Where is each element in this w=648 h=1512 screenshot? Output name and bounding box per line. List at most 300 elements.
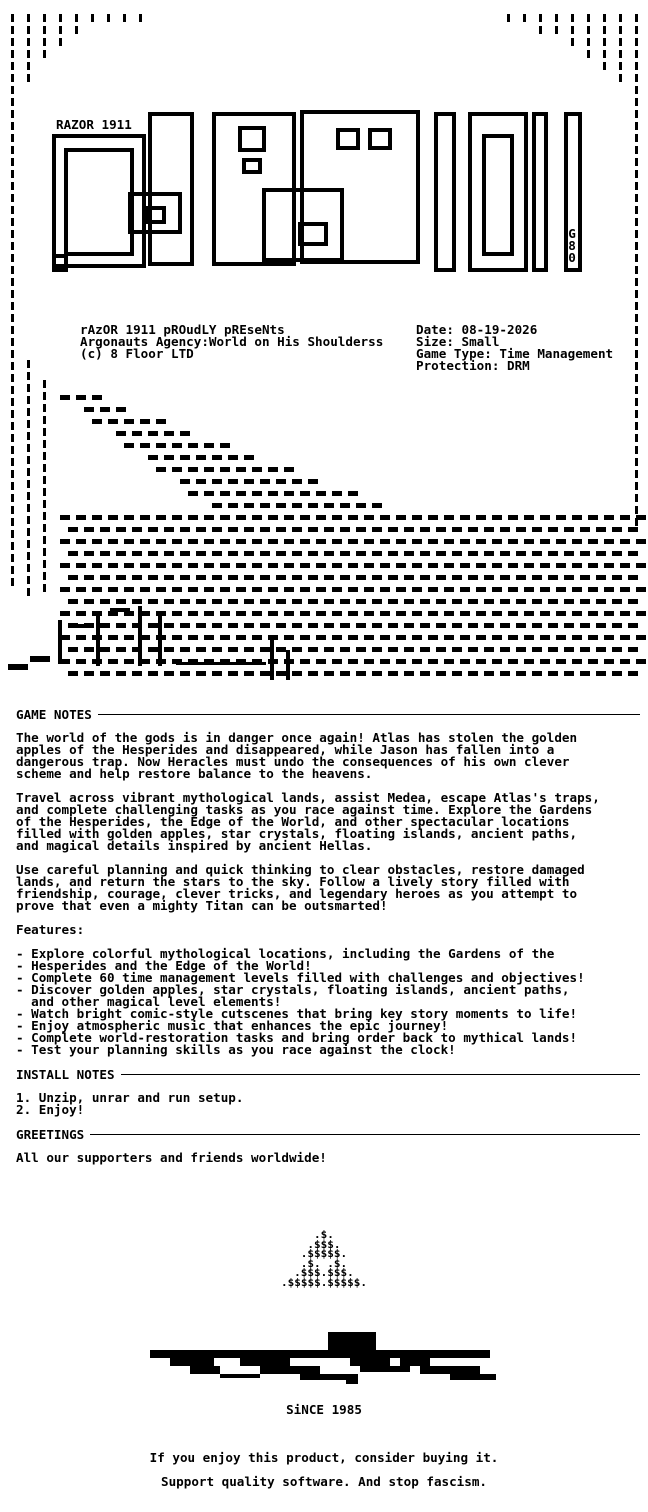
brick xyxy=(540,587,550,592)
brick xyxy=(76,539,86,544)
text-line: friendship, courage, clever tricks, and legendary heroes as you attempt to xyxy=(16,886,578,901)
frame-dash xyxy=(11,122,14,130)
brick xyxy=(636,515,646,520)
game-notes-heading: GAME NOTES xyxy=(16,706,92,722)
brick xyxy=(452,671,462,676)
brick xyxy=(108,659,118,664)
brick xyxy=(604,587,614,592)
brick xyxy=(228,527,238,532)
brick xyxy=(212,623,222,628)
brick xyxy=(388,551,398,556)
brick xyxy=(348,563,358,568)
frame-dash xyxy=(635,350,638,358)
brick xyxy=(116,431,126,436)
frame-dash xyxy=(11,398,14,406)
brick xyxy=(196,671,206,676)
brick xyxy=(612,599,622,604)
brick xyxy=(292,575,302,580)
frame-dash xyxy=(635,482,638,490)
brick xyxy=(420,575,430,580)
brick xyxy=(108,587,118,592)
brick xyxy=(580,671,590,676)
text-line: and magical details inspired by ancient Hellas. xyxy=(16,838,373,853)
brick xyxy=(572,515,582,520)
brick xyxy=(436,599,446,604)
brick xyxy=(124,515,134,520)
brick xyxy=(76,395,86,400)
brick xyxy=(636,659,646,664)
brick xyxy=(396,635,406,640)
brick xyxy=(260,479,270,484)
list-item: - Complete 60 time management levels filled with challenges and objectives! xyxy=(16,970,585,985)
frame-dash xyxy=(603,38,606,46)
frame-dash xyxy=(11,542,14,550)
brick xyxy=(316,611,326,616)
logo-tag: G80 xyxy=(568,226,576,265)
brick xyxy=(68,647,78,652)
brick xyxy=(172,443,182,448)
brick xyxy=(364,611,374,616)
brick xyxy=(140,419,150,424)
presents-line: rAzOR 1911 pROudLY pREseNts xyxy=(80,322,285,337)
list-item: - Test your planning skills as you race against the clock! xyxy=(16,1042,456,1057)
list-item: - Hesperides and the Edge of the World! xyxy=(16,958,312,973)
brick xyxy=(332,491,342,496)
brick xyxy=(180,431,190,436)
brick xyxy=(180,527,190,532)
logo-block xyxy=(484,136,512,254)
brick xyxy=(588,587,598,592)
brick xyxy=(60,539,70,544)
brick xyxy=(348,587,358,592)
brick xyxy=(396,515,406,520)
frame-dash xyxy=(43,440,46,448)
brick xyxy=(108,419,118,424)
brick xyxy=(348,659,358,664)
frame-dash xyxy=(59,38,62,46)
brick xyxy=(596,575,606,580)
brick xyxy=(380,635,390,640)
frame-dash xyxy=(635,326,638,334)
brick xyxy=(428,635,438,640)
brick xyxy=(300,635,310,640)
brick xyxy=(420,527,430,532)
brick xyxy=(180,455,190,460)
brick xyxy=(164,551,174,556)
brick xyxy=(172,467,182,472)
frame-dash xyxy=(123,14,126,22)
brick xyxy=(596,599,606,604)
brick xyxy=(420,551,430,556)
brick xyxy=(316,539,326,544)
brick xyxy=(270,640,274,680)
razor-logo xyxy=(54,112,580,270)
list-item: 2. Enjoy! xyxy=(16,1102,85,1117)
text-line: scheme and help restore balance to the heavens. xyxy=(16,766,373,781)
frame-dash xyxy=(43,416,46,424)
brick xyxy=(292,647,302,652)
brick xyxy=(220,635,230,640)
brick xyxy=(244,503,254,508)
frame-dash xyxy=(539,26,542,34)
brick xyxy=(500,575,510,580)
brick xyxy=(84,671,94,676)
brick xyxy=(332,539,342,544)
brick xyxy=(388,575,398,580)
brick xyxy=(572,611,582,616)
frame-dash xyxy=(11,98,14,106)
brick xyxy=(324,671,334,676)
frame-dash xyxy=(43,452,46,460)
brick xyxy=(508,539,518,544)
brick xyxy=(84,599,94,604)
frame-dash xyxy=(587,14,590,22)
brick xyxy=(596,647,606,652)
brick xyxy=(300,563,310,568)
brick xyxy=(124,659,134,664)
brick xyxy=(436,575,446,580)
frame-dash xyxy=(11,458,14,466)
frame-dash xyxy=(635,62,638,70)
brick xyxy=(444,563,454,568)
text-line: Features: xyxy=(16,922,85,937)
brick xyxy=(572,635,582,640)
brick xyxy=(324,527,334,532)
brick xyxy=(492,539,502,544)
frame-dash xyxy=(635,254,638,262)
brick xyxy=(260,599,270,604)
brick xyxy=(300,659,310,664)
frame-dash xyxy=(11,470,14,478)
brick xyxy=(588,563,598,568)
game-notes-paragraph-3 xyxy=(16,864,640,912)
brick xyxy=(524,635,534,640)
frame-dash xyxy=(43,572,46,580)
brick xyxy=(236,611,246,616)
brick xyxy=(124,563,134,568)
brick xyxy=(236,515,246,520)
brick xyxy=(460,587,470,592)
brick xyxy=(268,587,278,592)
brick xyxy=(500,527,510,532)
brick xyxy=(268,539,278,544)
brick xyxy=(580,599,590,604)
brick xyxy=(460,539,470,544)
brick xyxy=(156,419,166,424)
brick xyxy=(532,575,542,580)
frame-dash xyxy=(635,290,638,298)
brick xyxy=(484,527,494,532)
frame-dash xyxy=(27,408,30,416)
brick xyxy=(412,659,422,664)
brick xyxy=(116,527,126,532)
frame-dash xyxy=(27,360,30,368)
text-line: apples of the Hesperides and disappeared, while Jason has fallen into a xyxy=(16,742,555,757)
brick xyxy=(252,611,262,616)
brick xyxy=(188,467,198,472)
frame-dash xyxy=(603,26,606,34)
brick xyxy=(156,467,166,472)
brick xyxy=(212,479,222,484)
frame-dash xyxy=(11,386,14,394)
brick xyxy=(452,551,462,556)
brick xyxy=(284,563,294,568)
brick xyxy=(116,575,126,580)
brick xyxy=(436,671,446,676)
brick xyxy=(508,515,518,520)
frame-dash xyxy=(619,74,622,82)
brick xyxy=(460,515,470,520)
brick xyxy=(404,647,414,652)
frame-dash xyxy=(11,578,14,586)
brick xyxy=(76,563,86,568)
brick xyxy=(428,563,438,568)
frame-dash xyxy=(43,392,46,400)
frame-dash xyxy=(11,314,14,322)
brick xyxy=(164,575,174,580)
brick xyxy=(612,551,622,556)
brick xyxy=(436,647,446,652)
frame-dash xyxy=(91,14,94,22)
brick xyxy=(548,623,558,628)
brick xyxy=(604,515,614,520)
brick xyxy=(164,431,174,436)
brick xyxy=(412,611,422,616)
brick xyxy=(452,527,462,532)
frame-dash xyxy=(635,158,638,166)
text-line: and complete challenging tasks as you race against time. Explore the Gardens xyxy=(16,802,593,817)
brick xyxy=(252,587,262,592)
brick xyxy=(116,407,126,412)
brick xyxy=(580,647,590,652)
brick xyxy=(372,551,382,556)
frame-dash xyxy=(107,14,110,22)
brick xyxy=(452,647,462,652)
brick xyxy=(100,407,110,412)
brick xyxy=(532,527,542,532)
frame-dash xyxy=(27,540,30,548)
brick xyxy=(628,647,638,652)
triforce-line: .$$$. xyxy=(287,1237,361,1251)
brick xyxy=(444,587,454,592)
frame-dash xyxy=(27,492,30,500)
brick xyxy=(188,491,198,496)
brick xyxy=(180,647,190,652)
brick xyxy=(396,587,406,592)
brick xyxy=(212,599,222,604)
brick xyxy=(76,611,86,616)
brick xyxy=(196,623,206,628)
brick xyxy=(244,455,254,460)
brick xyxy=(356,671,366,676)
brick xyxy=(276,479,286,484)
frame-dash xyxy=(603,14,606,22)
brick xyxy=(628,551,638,556)
brick xyxy=(596,671,606,676)
brick xyxy=(412,635,422,640)
frame-dash xyxy=(635,458,638,466)
frame-dash xyxy=(635,146,638,154)
brick xyxy=(84,407,94,412)
brick xyxy=(268,491,278,496)
brick xyxy=(92,611,102,616)
text-line: Travel across vibrant mythological lands, assist Medea, escape Atlas's traps, xyxy=(16,790,600,805)
brick xyxy=(444,539,454,544)
brick xyxy=(148,431,158,436)
brick xyxy=(308,503,318,508)
triforce-line: .$$$$$.$$$$$. xyxy=(280,1275,368,1289)
brick xyxy=(564,671,574,676)
brick xyxy=(356,503,366,508)
brick xyxy=(196,551,206,556)
brick xyxy=(60,611,70,616)
brick xyxy=(476,659,486,664)
brick xyxy=(132,575,142,580)
brick xyxy=(564,527,574,532)
brick xyxy=(212,455,222,460)
since-label: SiNCE 1985 xyxy=(286,1402,362,1417)
frame-dash xyxy=(11,482,14,490)
brick xyxy=(212,503,222,508)
brick xyxy=(148,671,158,676)
frame-dash xyxy=(11,446,14,454)
brick xyxy=(92,587,102,592)
brick xyxy=(286,650,290,680)
brick xyxy=(140,563,150,568)
brick xyxy=(484,599,494,604)
brick xyxy=(468,575,478,580)
brick xyxy=(572,659,582,664)
logo-block xyxy=(150,114,192,264)
list-item: 1. Unzip, unrar and run setup. xyxy=(16,1090,244,1105)
brick xyxy=(404,575,414,580)
frame-dash xyxy=(11,266,14,274)
brick xyxy=(220,491,230,496)
brick xyxy=(156,515,166,520)
text-line: The world of the gods is in danger once again! Atlas has stolen the golden xyxy=(16,730,578,745)
brick xyxy=(564,623,574,628)
brick xyxy=(340,527,350,532)
brick xyxy=(428,539,438,544)
brick xyxy=(228,575,238,580)
release-title: Argonauts Agency:World on His Shoulderss xyxy=(80,334,384,349)
brick xyxy=(204,491,214,496)
frame-dash xyxy=(27,444,30,452)
frame-dash xyxy=(619,26,622,34)
brick xyxy=(196,599,206,604)
brick xyxy=(540,539,550,544)
brick xyxy=(300,611,310,616)
frame-dash xyxy=(27,50,30,58)
triforce-line: .$. .$. xyxy=(287,1256,361,1270)
brick xyxy=(204,611,214,616)
brick xyxy=(116,647,126,652)
brick xyxy=(236,563,246,568)
brick xyxy=(60,563,70,568)
frame-dash xyxy=(11,410,14,418)
brick xyxy=(164,527,174,532)
frame-dash xyxy=(11,242,14,250)
brick xyxy=(316,635,326,640)
frame-dash xyxy=(635,446,638,454)
brick xyxy=(60,587,70,592)
brick xyxy=(252,467,262,472)
brick xyxy=(164,455,174,460)
frame-dash xyxy=(11,338,14,346)
frame-dash xyxy=(11,302,14,310)
divider xyxy=(90,1134,640,1135)
brick xyxy=(260,647,270,652)
brick xyxy=(140,587,150,592)
brick xyxy=(236,539,246,544)
brick xyxy=(60,395,70,400)
brick xyxy=(316,659,326,664)
brick xyxy=(148,455,158,460)
protection: Protection: DRM xyxy=(416,358,530,373)
frame-dash xyxy=(75,26,78,34)
brick xyxy=(436,551,446,556)
brick xyxy=(284,611,294,616)
brick xyxy=(556,659,566,664)
brick xyxy=(332,563,342,568)
frame-dash xyxy=(571,26,574,34)
brick xyxy=(148,575,158,580)
brick xyxy=(372,647,382,652)
brick xyxy=(58,620,62,664)
frame-dash xyxy=(11,530,14,538)
brick xyxy=(436,527,446,532)
brick xyxy=(556,587,566,592)
brick xyxy=(388,527,398,532)
brick xyxy=(324,551,334,556)
game-notes-paragraph-2 xyxy=(16,792,640,852)
brick xyxy=(268,611,278,616)
brick xyxy=(516,551,526,556)
greetings-header xyxy=(16,1127,640,1141)
frame-dash xyxy=(27,456,30,464)
brick xyxy=(412,587,422,592)
frame-dash xyxy=(11,254,14,262)
frame-dash xyxy=(11,14,14,22)
brick xyxy=(372,575,382,580)
brick xyxy=(340,599,350,604)
brick xyxy=(74,624,94,628)
brick xyxy=(148,647,158,652)
list-item: - Explore colorful mythological locations, including the Gardens of the xyxy=(16,946,555,961)
brick xyxy=(196,647,206,652)
brick xyxy=(156,443,166,448)
brick xyxy=(30,656,50,662)
brick xyxy=(468,527,478,532)
brick xyxy=(204,635,214,640)
brick xyxy=(212,671,222,676)
brick xyxy=(404,527,414,532)
brick xyxy=(380,587,390,592)
brick xyxy=(444,611,454,616)
brick xyxy=(484,623,494,628)
brick xyxy=(612,575,622,580)
brick xyxy=(564,647,574,652)
text-line: lands, and return the stars to the sky. Follow a lively story filled with xyxy=(16,874,570,889)
brick xyxy=(308,551,318,556)
frame-dash xyxy=(43,464,46,472)
brick xyxy=(636,539,646,544)
logo-block xyxy=(240,128,264,150)
brick xyxy=(220,611,230,616)
brick xyxy=(524,587,534,592)
brick xyxy=(516,647,526,652)
brick xyxy=(172,515,182,520)
